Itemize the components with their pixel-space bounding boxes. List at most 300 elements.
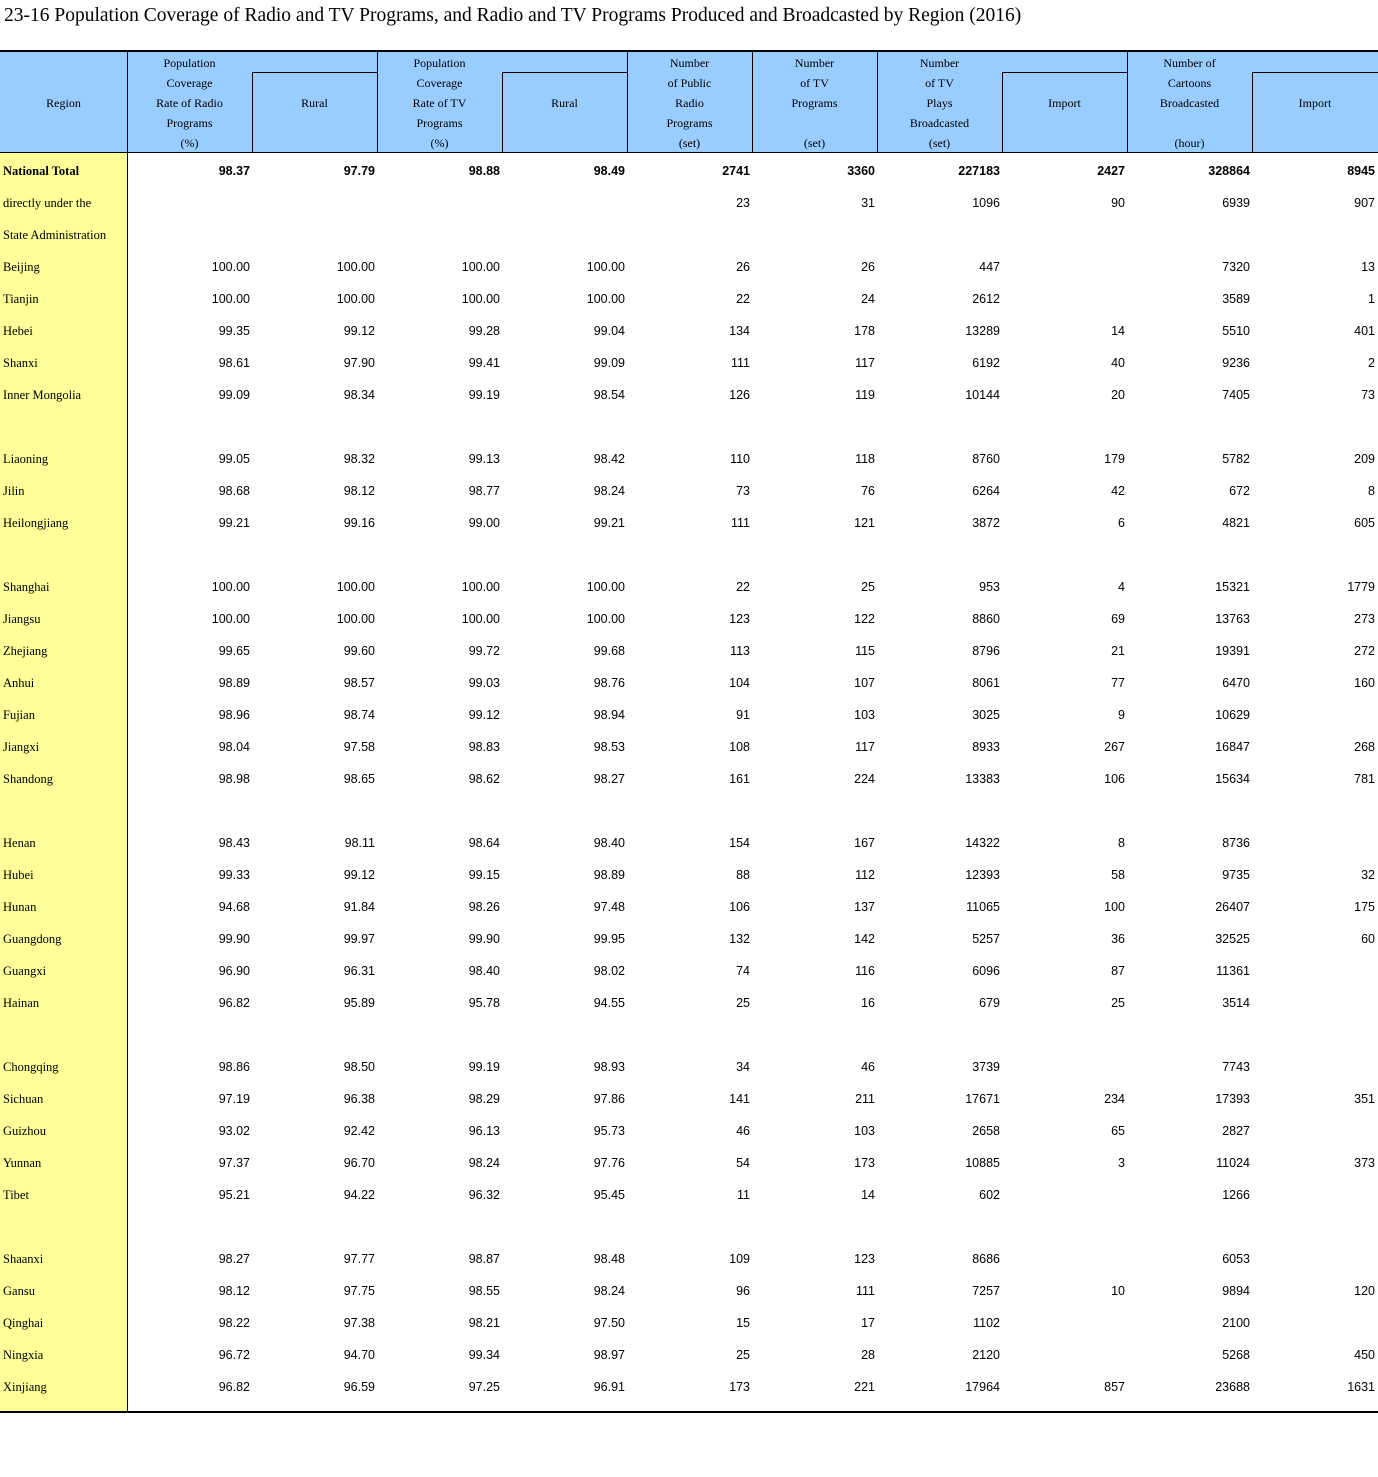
table-cell: 137 [854, 900, 875, 914]
table-cell: 99.90 [468, 932, 500, 946]
header-tv-coverage: Population Coverage Rate of TV Programs (%) [412, 56, 467, 150]
table-cell: 74 [736, 964, 750, 978]
table-row [0, 478, 1378, 510]
table-cell: 3589 [1222, 292, 1250, 306]
table-cell: 100.00 [211, 260, 250, 274]
table-cell: 25 [1111, 996, 1125, 1010]
table-cell: 96.31 [343, 964, 375, 978]
table-body [0, 158, 1378, 1406]
table-cell: 98.96 [218, 708, 250, 722]
table-cell: 2612 [972, 292, 1000, 306]
table-cell: 9735 [1222, 868, 1250, 882]
region-name: Henan [3, 836, 36, 850]
region-name: Jilin [3, 484, 25, 498]
table-cell: 99.21 [593, 516, 625, 530]
table-cell: 98.21 [468, 1316, 500, 1330]
table-cell: 9894 [1222, 1284, 1250, 1298]
table-cell: 3360 [847, 164, 875, 178]
table-cell: 99.65 [218, 644, 250, 658]
table-cell: 100.00 [586, 580, 625, 594]
table-cell: 96.32 [468, 1188, 500, 1202]
table-cell: 98.65 [343, 772, 375, 786]
table-cell: 88 [736, 868, 750, 882]
table-cell: 16 [861, 996, 875, 1010]
table-row [0, 1054, 1378, 1086]
region-name: Liaoning [3, 452, 49, 466]
table-cell: 100.00 [336, 612, 375, 626]
header-divider [252, 72, 377, 73]
table-cell: 100.00 [586, 260, 625, 274]
table-cell: 110 [730, 452, 750, 466]
table-cell: 8796 [972, 644, 1000, 658]
table-cell: 99.13 [468, 452, 500, 466]
table-cell: 98.57 [343, 676, 375, 690]
table-cell: 401 [1354, 324, 1375, 338]
table-cell: 26407 [1215, 900, 1250, 914]
table-cell: 126 [729, 388, 750, 402]
table-cell: 98.02 [593, 964, 625, 978]
table-cell: 34 [736, 1060, 750, 1074]
region-name: Sichuan [3, 1092, 44, 1106]
table-cell: 69 [1111, 612, 1125, 626]
table-cell: 98.34 [343, 388, 375, 402]
region-name: Hunan [3, 900, 37, 914]
table-cell: 99.12 [468, 708, 500, 722]
table-cell: 8933 [972, 740, 1000, 754]
table-cell: 17671 [965, 1092, 1000, 1106]
table-cell: 99.72 [468, 644, 500, 658]
table-cell: 99.19 [468, 388, 500, 402]
table-cell: 97.79 [343, 164, 375, 178]
table-cell: 98.62 [468, 772, 500, 786]
table-cell: 100.00 [211, 580, 250, 594]
table-cell: 179 [1104, 452, 1125, 466]
table-cell: 1779 [1347, 580, 1375, 594]
table-cell: 98.54 [593, 388, 625, 402]
table-cell: 100.00 [211, 292, 250, 306]
table-cell: 6 [1118, 516, 1125, 530]
table-cell: 12393 [965, 868, 1000, 882]
table-cell: 7743 [1222, 1060, 1250, 1074]
table-cell: 5782 [1222, 452, 1250, 466]
table-row [0, 1022, 1378, 1054]
table-cell: 6264 [972, 484, 1000, 498]
table-cell: 95.78 [468, 996, 500, 1010]
table-cell: 108 [729, 740, 750, 754]
table-cell: 679 [979, 996, 1000, 1010]
region-name: Jiangxi [3, 740, 40, 754]
table-cell: 6096 [972, 964, 1000, 978]
table-cell: 221 [854, 1380, 875, 1394]
table-cell: 98.74 [343, 708, 375, 722]
region-name: Ningxia [3, 1348, 44, 1362]
table-cell: 54 [736, 1156, 750, 1170]
table-cell: 98.24 [593, 1284, 625, 1298]
table-cell: 115 [855, 644, 875, 658]
table-cell: 98.24 [468, 1156, 500, 1170]
table-cell: 2427 [1097, 164, 1125, 178]
table-row [0, 1246, 1378, 1278]
table-cell: 99.09 [593, 356, 625, 370]
region-name: Hainan [3, 996, 40, 1010]
table-cell: 100.00 [586, 612, 625, 626]
table-cell: 175 [1354, 900, 1375, 914]
table-cell: 9 [1118, 708, 1125, 722]
table-cell: 46 [861, 1060, 875, 1074]
table-cell: 11361 [1216, 964, 1250, 978]
table-cell: 98.40 [468, 964, 500, 978]
table-cell: 99.04 [593, 324, 625, 338]
table-cell: 2 [1368, 356, 1375, 370]
table-cell: 28 [861, 1348, 875, 1362]
table-cell: 91 [736, 708, 750, 722]
table-cell: 120 [1354, 1284, 1375, 1298]
table-cell: 2741 [722, 164, 750, 178]
table-row [0, 670, 1378, 702]
table-cell: 98.97 [593, 1348, 625, 1362]
table-cell: 93.02 [218, 1124, 250, 1138]
table-cell: 98.55 [468, 1284, 500, 1298]
table-cell: 272 [1354, 644, 1375, 658]
table-cell: 98.93 [593, 1060, 625, 1074]
table-cell: 15 [736, 1316, 750, 1330]
table-cell: 98.48 [593, 1252, 625, 1266]
region-name: State Administration [3, 228, 107, 242]
region-name: Hubei [3, 868, 34, 882]
table-cell: 98.88 [468, 164, 500, 178]
table-cell: 209 [1354, 452, 1375, 466]
region-name: Xinjiang [3, 1380, 47, 1394]
page-title: 23-16 Population Coverage of Radio and TV Programs, and Radio and TV Programs Produced and Broadcasted by Region (2016) [4, 5, 1022, 26]
table-cell: 154 [729, 836, 750, 850]
table-cell: 98.29 [468, 1092, 500, 1106]
table-cell: 99.90 [218, 932, 250, 946]
table-cell: 10 [1111, 1284, 1125, 1298]
table-cell: 605 [1354, 516, 1375, 530]
table-cell: 3025 [972, 708, 1000, 722]
table-cell: 25 [861, 580, 875, 594]
region-name: Hebei [3, 324, 33, 338]
table-cell: 117 [855, 740, 875, 754]
table-cell: 98.12 [218, 1284, 250, 1298]
table-cell: 26 [861, 260, 875, 274]
table-cell: 7257 [972, 1284, 1000, 1298]
table-cell: 32525 [1215, 932, 1250, 946]
table-cell: 77 [1111, 676, 1125, 690]
table-row [0, 862, 1378, 894]
table-cell: 14322 [965, 836, 1000, 850]
table-cell: 98.11 [344, 836, 375, 850]
table-cell: 5510 [1222, 324, 1250, 338]
table-cell: 111 [730, 356, 750, 370]
table-cell: 99.15 [468, 868, 500, 882]
table-cell: 173 [854, 1156, 875, 1170]
table-cell: 96.70 [343, 1156, 375, 1170]
table-cell: 96.82 [218, 996, 250, 1010]
table-cell: 10629 [1215, 708, 1250, 722]
region-name: Tianjin [3, 292, 39, 306]
table-cell: 2120 [972, 1348, 1000, 1362]
table-cell: 2100 [1222, 1316, 1250, 1330]
table-cell: 167 [854, 836, 875, 850]
region-name: Shanxi [3, 356, 38, 370]
table-cell: 100.00 [336, 292, 375, 306]
header-divider [1002, 72, 1127, 73]
table-cell: 109 [729, 1252, 750, 1266]
table-row [0, 958, 1378, 990]
header-cartoons: Number of Cartoons Broadcasted (hour) [1159, 56, 1220, 150]
table-row [0, 1118, 1378, 1150]
table-row [0, 1150, 1378, 1182]
table-cell: 16847 [1215, 740, 1250, 754]
table-cell: 6939 [1222, 196, 1250, 210]
table-cell: 99.41 [468, 356, 500, 370]
table-cell: 25 [736, 1348, 750, 1362]
header-divider [502, 72, 627, 73]
table-cell: 98.27 [593, 772, 625, 786]
header-tv-plays: Number of TV Plays Broadcasted (set) [909, 56, 970, 150]
table-cell: 95.89 [343, 996, 375, 1010]
table-cell: 42 [1111, 484, 1125, 498]
table-cell: 31 [861, 196, 875, 210]
table-cell: 21 [1111, 644, 1125, 658]
table-cell: 13383 [965, 772, 1000, 786]
table-cell: 87 [1111, 964, 1125, 978]
table-cell: 99.12 [343, 868, 375, 882]
table-cell: 92.42 [343, 1124, 375, 1138]
table-cell: 8760 [972, 452, 1000, 466]
table-cell: 100.00 [336, 580, 375, 594]
table-cell: 96 [736, 1284, 750, 1298]
table-cell: 8 [1118, 836, 1125, 850]
table-cell: 19391 [1215, 644, 1250, 658]
table-cell: 8736 [1222, 836, 1250, 850]
table-cell: 103 [854, 708, 875, 722]
table-cell: 13289 [965, 324, 1000, 338]
table-cell: 224 [854, 772, 875, 786]
table-cell: 98.53 [593, 740, 625, 754]
table-cell: 98.40 [593, 836, 625, 850]
table-cell: 98.64 [468, 836, 500, 850]
table-cell: 98.22 [218, 1316, 250, 1330]
table-cell: 97.76 [593, 1156, 625, 1170]
table-cell: 100.00 [461, 612, 500, 626]
table-cell: 98.98 [218, 772, 250, 786]
table-cell: 97.58 [343, 740, 375, 754]
table-cell: 602 [979, 1188, 1000, 1202]
table-row [0, 542, 1378, 574]
table-cell: 22 [736, 292, 750, 306]
table-cell: 11 [737, 1188, 750, 1202]
table-cell: 65 [1111, 1124, 1125, 1138]
table-cell: 25 [736, 996, 750, 1010]
table-cell: 99.21 [218, 516, 250, 530]
table-row [0, 798, 1378, 830]
table-cell: 6470 [1222, 676, 1250, 690]
table-cell: 97.19 [218, 1092, 250, 1106]
table-cell: 96.13 [468, 1124, 500, 1138]
table-cell: 351 [1354, 1092, 1375, 1106]
table-cell: 100.00 [336, 260, 375, 274]
table-cell: 96.90 [218, 964, 250, 978]
table-cell: 3514 [1222, 996, 1250, 1010]
table-bottom-border [0, 1411, 1378, 1413]
region-name: Jiangsu [3, 612, 41, 626]
table-cell: 20 [1111, 388, 1125, 402]
table-cell: 97.48 [593, 900, 625, 914]
table-cell: 1631 [1347, 1380, 1375, 1394]
table-cell: 58 [1111, 868, 1125, 882]
table-cell: 1102 [973, 1316, 1000, 1330]
table-row [0, 574, 1378, 606]
header-tv-programs: Number of TV Programs (set) [791, 56, 838, 150]
table-cell: 98.86 [218, 1060, 250, 1074]
table-cell: 328864 [1208, 164, 1250, 178]
table-cell: 99.09 [218, 388, 250, 402]
table-cell: 857 [1104, 1380, 1125, 1394]
table-row [0, 830, 1378, 862]
table-cell: 8686 [972, 1252, 1000, 1266]
table-cell: 98.42 [593, 452, 625, 466]
table-cell: 94.22 [343, 1188, 375, 1202]
table-cell: 99.35 [218, 324, 250, 338]
table-cell: 36 [1111, 932, 1125, 946]
region-name: Chongqing [3, 1060, 59, 1074]
header-divider [1252, 72, 1378, 73]
table-cell: 60 [1361, 932, 1375, 946]
region-name: Gansu [3, 1284, 35, 1298]
table-cell: 134 [729, 324, 750, 338]
region-name: Fujian [3, 708, 35, 722]
table-cell: 99.19 [468, 1060, 500, 1074]
table-cell: 1266 [1222, 1188, 1250, 1202]
table-cell: 178 [854, 324, 875, 338]
table-cell: 99.05 [218, 452, 250, 466]
table-cell: 94.55 [593, 996, 625, 1010]
table-cell: 7320 [1222, 260, 1250, 274]
table-cell: 953 [979, 580, 1000, 594]
region-name: Shanghai [3, 580, 50, 594]
table-cell: 98.24 [593, 484, 625, 498]
table-cell: 104 [729, 676, 750, 690]
table-cell: 98.68 [218, 484, 250, 498]
table-row [0, 318, 1378, 350]
table-cell: 907 [1354, 196, 1375, 210]
table-cell: 90 [1111, 196, 1125, 210]
table-cell: 99.12 [343, 324, 375, 338]
table-cell: 100 [1104, 900, 1125, 914]
table-cell: 227183 [958, 164, 1000, 178]
table-cell: 97.86 [593, 1092, 625, 1106]
table-cell: 73 [736, 484, 750, 498]
header-tv-plays-import: Import [1048, 96, 1081, 110]
table-cell: 99.03 [468, 676, 500, 690]
table-cell: 98.94 [593, 708, 625, 722]
table-row [0, 350, 1378, 382]
header-region: Region [46, 96, 81, 110]
table-cell: 96.59 [343, 1380, 375, 1394]
table-cell: 2827 [1222, 1124, 1250, 1138]
table-cell: 373 [1354, 1156, 1375, 1170]
table-row [0, 894, 1378, 926]
table-cell: 94.70 [343, 1348, 375, 1362]
table-cell: 5268 [1222, 1348, 1250, 1362]
table-cell: 672 [1229, 484, 1250, 498]
table-cell: 96.38 [343, 1092, 375, 1106]
table-cell: 161 [729, 772, 750, 786]
table-cell: 3 [1118, 1156, 1125, 1170]
header-cartoons-import: Import [1298, 96, 1332, 110]
table-cell: 2658 [972, 1124, 1000, 1138]
table-cell: 10885 [965, 1156, 1000, 1170]
table-cell: 211 [855, 1092, 875, 1106]
table-cell: 23688 [1215, 1380, 1250, 1394]
table-cell: 781 [1354, 772, 1375, 786]
table-cell: 26 [736, 260, 750, 274]
table-cell: 99.68 [593, 644, 625, 658]
header-bottom-border [0, 152, 1378, 153]
table-cell: 98.89 [218, 676, 250, 690]
table-cell: 99.97 [343, 932, 375, 946]
region-name: Tibet [3, 1188, 29, 1202]
table-cell: 99.60 [343, 644, 375, 658]
table-cell: 98.12 [343, 484, 375, 498]
table-cell: 234 [1104, 1092, 1125, 1106]
table-cell: 268 [1354, 740, 1375, 754]
table-cell: 4821 [1222, 516, 1250, 530]
table-cell: 8 [1368, 484, 1375, 498]
table-cell: 98.87 [468, 1252, 500, 1266]
table-cell: 6192 [972, 356, 1000, 370]
table-cell: 142 [854, 932, 875, 946]
table-row [0, 254, 1378, 286]
table-cell: 99.34 [468, 1348, 500, 1362]
table-cell: 132 [729, 932, 750, 946]
table-cell: 15321 [1215, 580, 1250, 594]
table-cell: 100.00 [461, 580, 500, 594]
table-cell: 99.28 [468, 324, 500, 338]
table-cell: 100.00 [586, 292, 625, 306]
table-cell: 141 [729, 1092, 750, 1106]
table-cell: 267 [1104, 740, 1125, 754]
table-row [0, 1342, 1378, 1374]
table-cell: 450 [1354, 1348, 1375, 1362]
table-cell: 111 [855, 1284, 875, 1298]
table-cell: 98.43 [218, 836, 250, 850]
table-cell: 95.73 [593, 1124, 625, 1138]
table-cell: 3739 [972, 1060, 1000, 1074]
table-row [0, 446, 1378, 478]
table-row [0, 766, 1378, 798]
table-row [0, 382, 1378, 414]
table-cell: 98.26 [468, 900, 500, 914]
table-cell: 111 [730, 516, 750, 530]
table-cell: 97.25 [468, 1380, 500, 1394]
table-row [0, 638, 1378, 670]
table-cell: 99.33 [218, 868, 250, 882]
table-row [0, 1374, 1378, 1406]
table-cell: 97.50 [593, 1316, 625, 1330]
region-name: Shaanxi [3, 1252, 44, 1266]
table-cell: 273 [1354, 612, 1375, 626]
table-cell: 98.76 [593, 676, 625, 690]
table-row [0, 158, 1378, 190]
table-row [0, 190, 1378, 222]
table-cell: 14 [1111, 324, 1125, 338]
table-cell: 13763 [1215, 612, 1250, 626]
table-cell: 123 [854, 1252, 875, 1266]
table-row [0, 414, 1378, 446]
